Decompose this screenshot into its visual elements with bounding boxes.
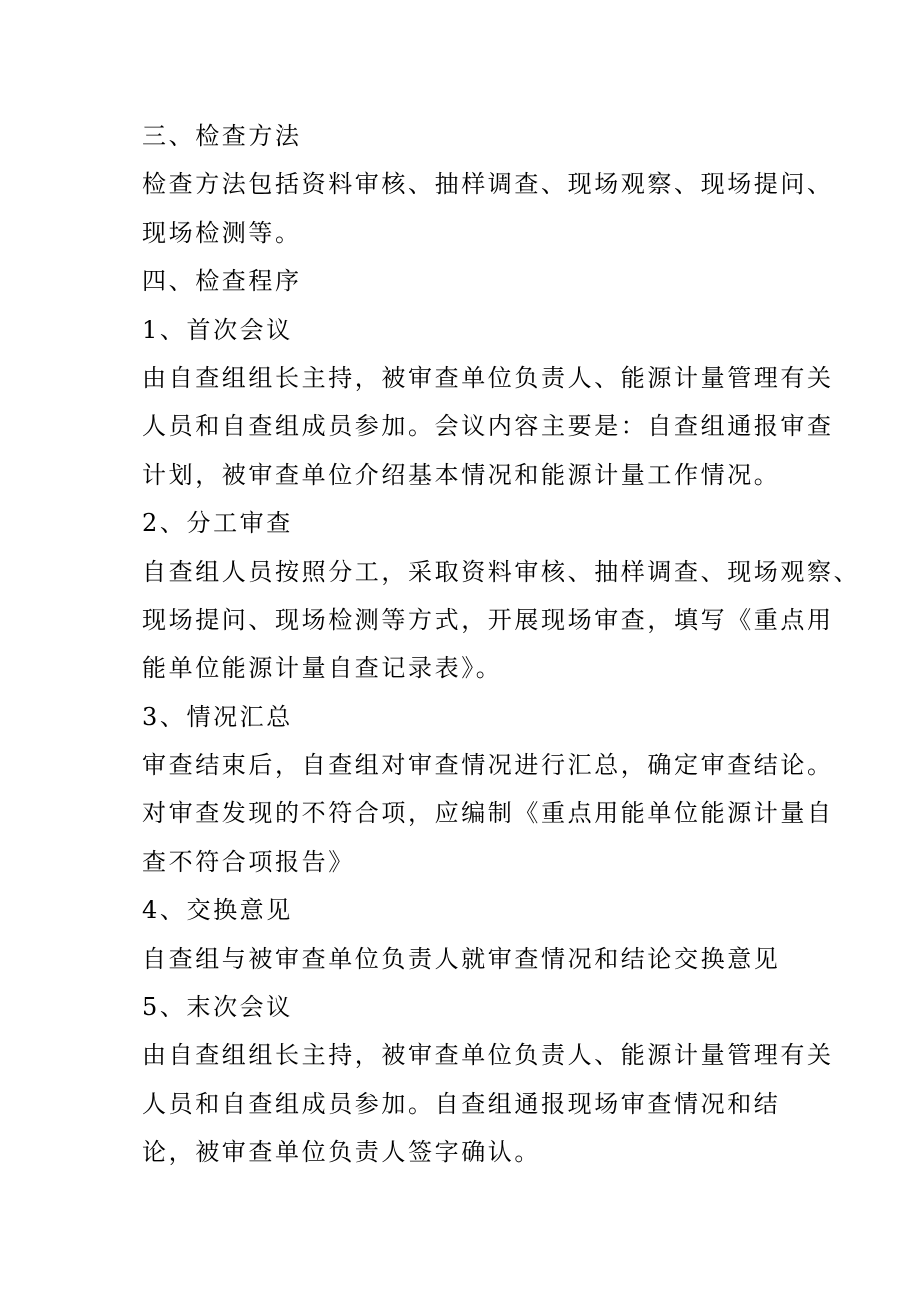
section-heading-inspection-procedure: 四、检查程序 xyxy=(142,267,302,296)
paragraph-line: 论，被审查单位负责人签字确认。 xyxy=(142,1138,541,1167)
paragraph-line: 能单位能源计量自查记录表》。 xyxy=(142,654,503,683)
document-body xyxy=(142,112,861,1177)
paragraph-line: 现场检测等。 xyxy=(142,218,302,247)
paragraph-line: 由自查组组长主持，被审查单位负责人、能源计量管理有关 xyxy=(142,363,834,392)
paragraph-line: 检查方法包括资料审核、抽样调查、现场观察、现场提问、 xyxy=(142,170,834,199)
paragraph-line: 查不符合项报告》 xyxy=(142,847,355,876)
paragraph-line: 现场提问、现场检测等方式，开展现场审查，填写《重点用 xyxy=(142,605,834,634)
paragraph-line: 自查组人员按照分工，采取资料审核、抽样调查、现场观察、 xyxy=(142,557,861,586)
paragraph-line: 人员和自查组成员参加。自查组通报现场审查情况和结 xyxy=(142,1089,781,1118)
paragraph-line: 人员和自查组成员参加。会议内容主要是：自查组通报审查 xyxy=(142,412,834,441)
subheading-division-review: 2、分工审查 xyxy=(142,509,293,538)
paragraph-line: 审查结束后，自查组对审查情况进行汇总，确定审查结论。 xyxy=(142,751,834,780)
paragraph-line: 计划，被审查单位介绍基本情况和能源计量工作情况。 xyxy=(142,460,781,489)
subheading-summary: 3、情况汇总 xyxy=(142,702,293,731)
subheading-final-meeting: 5、末次会议 xyxy=(142,993,293,1022)
subheading-exchange-opinions: 4、交换意见 xyxy=(142,896,293,925)
paragraph-line: 对审查发现的不符合项，应编制《重点用能单位能源计量自 xyxy=(142,799,834,828)
paragraph-line: 由自查组组长主持，被审查单位负责人、能源计量管理有关 xyxy=(142,1041,834,1070)
section-heading-inspection-method: 三、检查方法 xyxy=(142,122,302,150)
subheading-first-meeting: 1、首次会议 xyxy=(142,315,293,344)
paragraph-line: 自查组与被审查单位负责人就审查情况和结论交换意见 xyxy=(142,944,781,973)
